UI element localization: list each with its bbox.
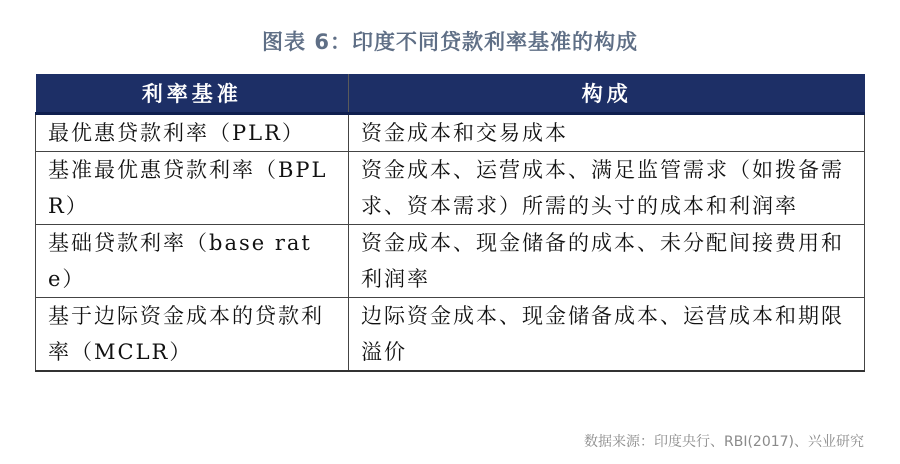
figure-title: 图表 6：印度不同贷款利率基准的构成 xyxy=(262,30,638,54)
source-note: 数据来源：印度央行、RBI(2017)、兴业研究 xyxy=(583,434,864,450)
benchmark-cell: 最优惠贷款利率（PLR） xyxy=(36,114,349,152)
rate-benchmark-table xyxy=(35,74,865,372)
benchmark-cell: 基准最优惠贷款利率（BPLR） xyxy=(36,152,349,225)
table-row xyxy=(36,225,865,298)
table-row xyxy=(36,114,865,152)
table-row xyxy=(36,152,865,225)
header-composition: 构成 xyxy=(349,74,865,114)
composition-cell: 边际资金成本、现金储备成本、运营成本和期限溢价 xyxy=(349,298,865,372)
header-benchmark: 利率基准 xyxy=(36,74,349,114)
composition-cell: 资金成本和交易成本 xyxy=(349,114,865,152)
composition-cell: 资金成本、现金储备的成本、未分配间接费用和利润率 xyxy=(349,225,865,298)
composition-cell: 资金成本、运营成本、满足监管需求（如拨备需求、资本需求）所需的头寸的成本和利润率 xyxy=(349,152,865,225)
table-header-row xyxy=(36,74,865,114)
benchmark-cell: 基础贷款利率（base rate） xyxy=(36,225,349,298)
table-row xyxy=(36,298,865,372)
benchmark-cell: 基于边际资金成本的贷款利率（MCLR） xyxy=(36,298,349,372)
